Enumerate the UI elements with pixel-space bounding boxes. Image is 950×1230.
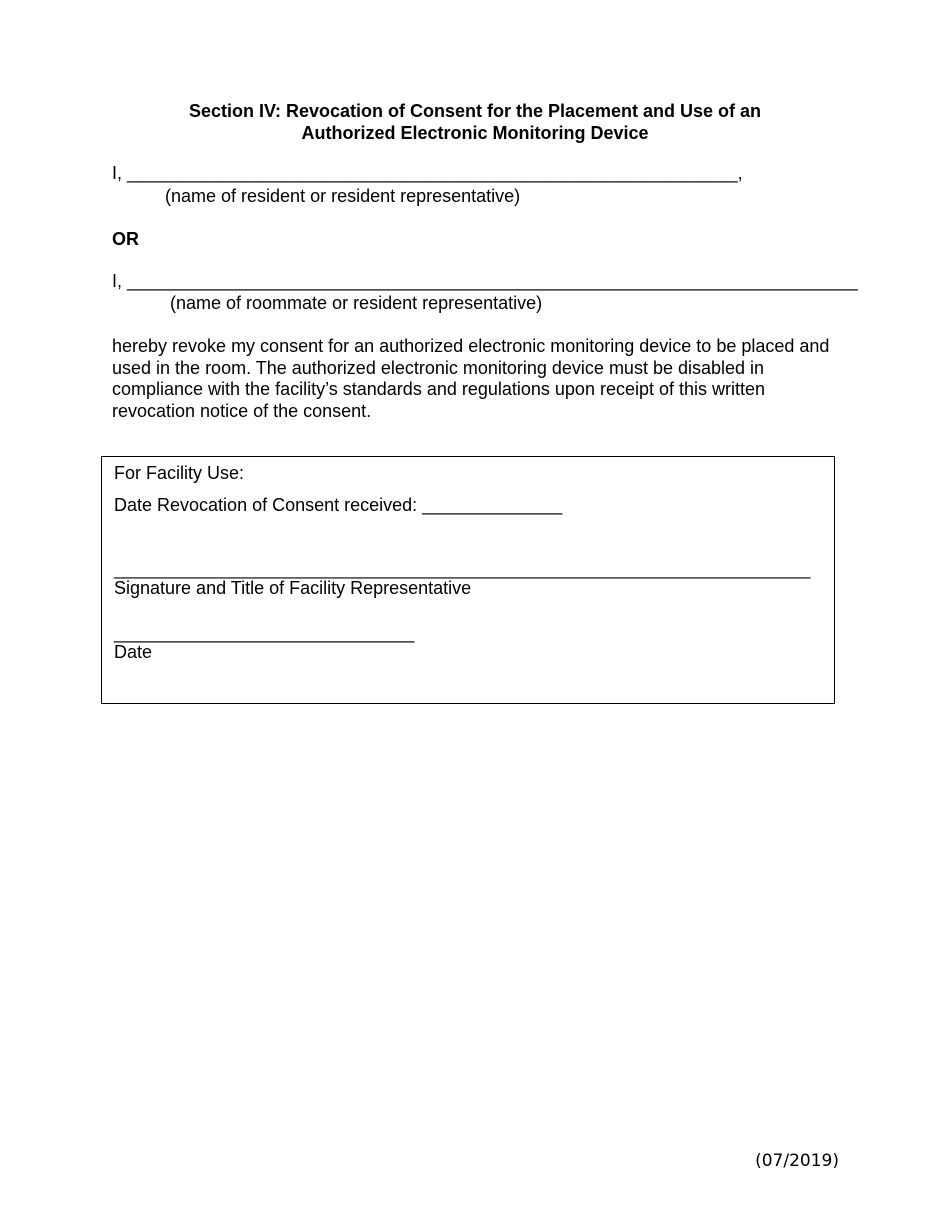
facility-use-box — [101, 456, 835, 704]
date-line[interactable]: ______________________________ — [114, 623, 415, 643]
resident-name-field[interactable]: I, _____________________________________________________________, — [112, 163, 743, 183]
signature-label: Signature and Title of Facility Representative — [114, 578, 472, 598]
resident-name-caption: (name of resident or resident representative) — [165, 186, 521, 206]
roommate-name-field[interactable]: I, _________________________________________________________________________ — [112, 271, 858, 291]
section-title-line-1: Section IV: Revocation of Consent for the Placement and Use of an — [188, 101, 762, 121]
date-received-field[interactable]: Date Revocation of Consent received: ______________ — [114, 495, 563, 515]
revocation-paragraph: hereby revoke my consent for an authorized electronic monitoring device to be placed and used in the room. The authorized electronic monitoring device must be disabled in compliance with the facility’s standards and regulations upon receipt of this written revocation notice of the consent. — [112, 336, 830, 421]
section-title-line-2: Authorized Electronic Monitoring Device — [301, 123, 649, 143]
date-label: Date — [114, 642, 153, 662]
or-label: OR — [112, 229, 139, 249]
signature-line[interactable]: ________________________________________________________________________ — [114, 559, 811, 579]
form-version: (07/2019) — [755, 1151, 839, 1171]
facility-use-heading: For Facility Use: — [114, 463, 245, 483]
roommate-name-caption: (name of roommate or resident representative) — [170, 293, 543, 313]
